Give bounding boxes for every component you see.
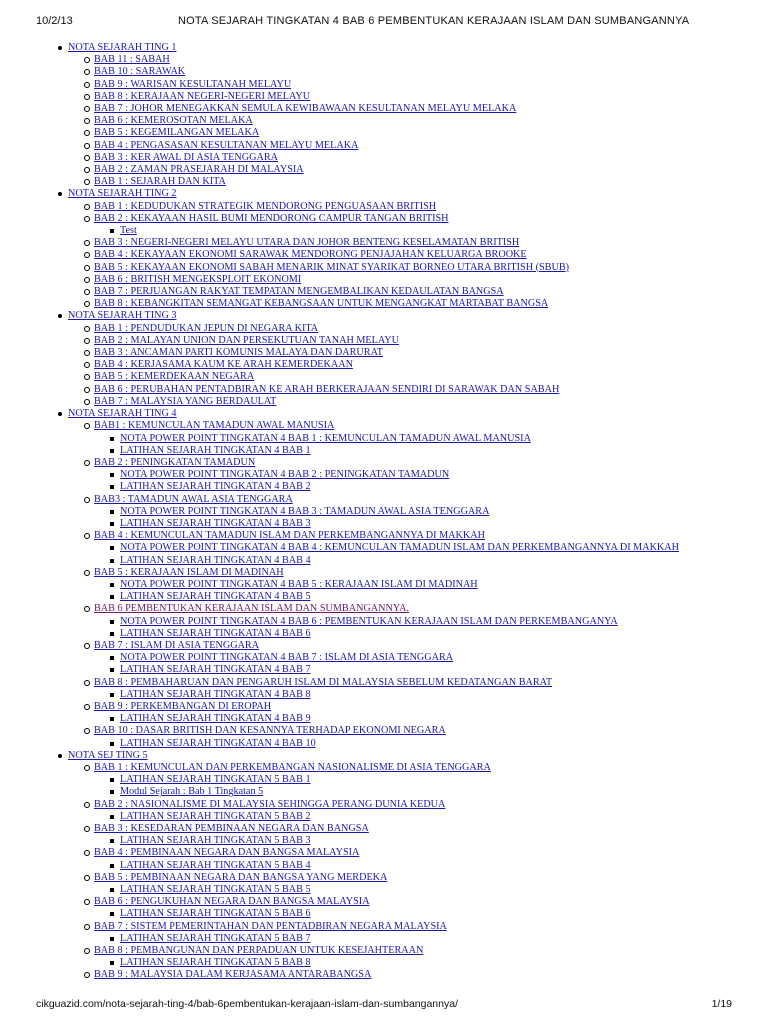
link[interactable]: BAB 2 : ZAMAN PRASEJARAH DI MALAYSIA xyxy=(94,164,304,176)
bullet-square-icon xyxy=(110,510,114,514)
submenu-item xyxy=(0,725,768,737)
submenu-item xyxy=(0,213,768,225)
subsubmenu-item xyxy=(0,652,768,664)
link[interactable]: BAB 7 : JOHOR MENEGAKKAN SEMULA KEWIBAWAAN KESULTANAN MELAYU MELAKA xyxy=(94,103,517,115)
link[interactable]: BAB 9 : WARISAN KESULTANAH MELAYU xyxy=(94,78,292,90)
submenu-item xyxy=(0,323,768,335)
bullet-circle-icon xyxy=(84,606,90,612)
bullet-circle-icon xyxy=(84,155,90,161)
link[interactable]: BAB 3 : ANCAMAN PARTI KOMUNIS MALAYA DAN DARURAT xyxy=(94,347,384,359)
bullet-circle-icon xyxy=(84,875,90,881)
bullet-square-icon xyxy=(110,437,114,441)
link[interactable]: NOTA SEJARAH TING 3 xyxy=(68,310,177,322)
subsubmenu-item xyxy=(0,860,768,872)
subsubmenu-item xyxy=(0,579,768,591)
submenu-item xyxy=(0,677,768,689)
bullet-square-icon xyxy=(110,485,114,489)
bullet-circle-icon xyxy=(84,350,90,356)
submenu-item xyxy=(0,66,768,78)
subsubmenu-item xyxy=(0,518,768,530)
subsubmenu-item xyxy=(0,433,768,445)
bullet-circle-icon xyxy=(84,362,90,368)
bullet-circle-icon xyxy=(84,972,90,978)
link[interactable]: LATIHAN SEJARAH TINGKATAN 4 BAB 9 xyxy=(120,713,311,725)
subsubmenu-item xyxy=(0,835,768,847)
subsubmenu-item xyxy=(0,555,768,567)
link[interactable]: LATIHAN SEJARAH TINGKATAN 4 BAB 2 xyxy=(120,481,311,493)
link[interactable]: BAB 7 : SISTEM PEMERINTAHAN DAN PENTADBIRAN NEGARA MALAYSIA xyxy=(94,920,447,932)
menu-item xyxy=(0,42,768,54)
link[interactable]: BAB 2 : NASIONALISME DI MALAYSIA SEHINGGA PERANG DUNIA KEDUA xyxy=(94,798,446,810)
link[interactable]: LATIHAN SEJARAH TINGKATAN 4 BAB 1 xyxy=(120,444,311,456)
link[interactable]: BAB 6 : BRITISH MENGEKSPLOIT EKONOMI xyxy=(94,273,302,285)
submenu-item xyxy=(0,371,768,383)
bullet-square-icon xyxy=(110,229,114,233)
link[interactable]: LATIHAN SEJARAH TINGKATAN 5 BAB 2 xyxy=(120,810,311,822)
link[interactable]: Modul Sejarah : Bab 1 Tingkatan 5 xyxy=(120,786,264,798)
bullet-square-icon xyxy=(110,559,114,563)
submenu-item xyxy=(0,152,768,164)
subsubmenu-item xyxy=(0,591,768,603)
submenu-item xyxy=(0,384,768,396)
bullet-circle-icon xyxy=(84,765,90,771)
page-number: 1/19 xyxy=(711,998,732,1010)
link[interactable]: BAB 3 : KER AWAL DI ASIA TENGGARA xyxy=(94,151,278,163)
bullet-circle-icon xyxy=(84,533,90,539)
link[interactable]: BAB 6 : PERUBAHAN PENTADBIRAN KE ARAH BERKERAJAAN SENDIRI DI SARAWAK DAN SABAH xyxy=(94,383,560,395)
bullet-circle-icon xyxy=(84,643,90,649)
bullet-circle-icon xyxy=(84,106,90,112)
submenu-item xyxy=(0,872,768,884)
submenu-item xyxy=(0,945,768,957)
bullet-square-icon xyxy=(110,937,114,941)
link[interactable]: BAB 9 : PERKEMBANGAN DI EROPAH xyxy=(94,700,272,712)
link[interactable]: BAB 7 : MALAYSIA YANG BERDAULAT xyxy=(94,395,277,407)
link[interactable]: BAB 4 : KERJASAMA KAUM KE ARAH KEMERDEKAAN xyxy=(94,359,353,371)
submenu-item xyxy=(0,54,768,66)
link[interactable]: BAB 10 : SARAWAK xyxy=(94,66,186,78)
subsubmenu-item xyxy=(0,664,768,676)
bullet-square-icon xyxy=(110,778,114,782)
link[interactable]: LATIHAN SEJARAH TINGKATAN 5 BAB 4 xyxy=(120,859,311,871)
print-url: cikguazid.com/nota-sejarah-ting-4/bab-6pembentukan-kerajaan-islam-dan-sumbangannya/ xyxy=(36,998,458,1010)
bullet-disc-icon xyxy=(58,314,62,318)
link[interactable]: BAB 2 : PENINGKATAN TAMADUN xyxy=(94,456,256,468)
link[interactable]: NOTA POWER POINT TINGKATAN 4 BAB 1 : KEMUNCULAN TAMADUN AWAL MANUSIA xyxy=(120,432,531,444)
bullet-circle-icon xyxy=(84,130,90,136)
link[interactable]: BAB3 : TAMADUN AWAL ASIA TENGGARA xyxy=(94,493,293,505)
link[interactable]: NOTA POWER POINT TINGKATAN 4 BAB 2 : PENINGKATAN TAMADUN xyxy=(120,469,450,481)
bullet-circle-icon xyxy=(84,826,90,832)
bullet-circle-icon xyxy=(84,338,90,344)
bullet-circle-icon xyxy=(84,497,90,503)
submenu-item xyxy=(0,969,768,981)
subsubmenu-item xyxy=(0,908,768,920)
link[interactable]: BAB 2 : MALAYAN UNION DAN PERSEKUTUAN TANAH MELAYU xyxy=(94,334,400,346)
print-date: 10/2/13 xyxy=(36,15,73,27)
bullet-disc-icon xyxy=(58,46,62,50)
link[interactable]: BAB 10 : DASAR BRITISH DAN KESANNYA TERHADAP EKONOMI NEGARA xyxy=(94,725,446,737)
bullet-circle-icon xyxy=(84,924,90,930)
bullet-circle-icon xyxy=(84,374,90,380)
submenu-item xyxy=(0,103,768,115)
bullet-circle-icon xyxy=(84,204,90,210)
bullet-square-icon xyxy=(110,839,114,843)
submenu-item xyxy=(0,262,768,274)
link[interactable]: NOTA SEJ TING 5 xyxy=(68,749,148,761)
link[interactable]: BAB 9 : MALAYSIA DALAM KERJASAMA ANTARABANGSA xyxy=(94,969,372,981)
subsubmenu-item xyxy=(0,469,768,481)
bullet-circle-icon xyxy=(84,399,90,405)
bullet-circle-icon xyxy=(84,899,90,905)
bullet-square-icon xyxy=(110,693,114,697)
bullet-circle-icon xyxy=(84,94,90,100)
bullet-circle-icon xyxy=(84,69,90,75)
link[interactable]: LATIHAN SEJARAH TINGKATAN 4 BAB 8 xyxy=(120,688,311,700)
link[interactable]: BAB 6 : KEMEROSOTAN MELAKA xyxy=(94,115,253,127)
bullet-square-icon xyxy=(110,473,114,477)
bullet-square-icon xyxy=(110,620,114,624)
link[interactable]: BAB 6 : PENGUKUHAN NEGARA DAN BANGSA MALAYSIA xyxy=(94,896,370,908)
link[interactable]: LATIHAN SEJARAH TINGKATAN 5 BAB 6 xyxy=(120,908,311,920)
link[interactable]: LATIHAN SEJARAH TINGKATAN 4 BAB 3 xyxy=(120,517,311,529)
bullet-square-icon xyxy=(110,815,114,819)
link[interactable]: BAB 5 : KEGEMILANGAN MELAKA xyxy=(94,127,260,139)
submenu-item xyxy=(0,335,768,347)
menu-item xyxy=(0,750,768,762)
link[interactable]: LATIHAN SEJARAH TINGKATAN 5 BAB 1 xyxy=(120,774,311,786)
bullet-circle-icon xyxy=(84,728,90,734)
submenu-item xyxy=(0,921,768,933)
subsubmenu-item xyxy=(0,506,768,518)
bullet-circle-icon xyxy=(84,423,90,429)
submenu-item xyxy=(0,420,768,432)
bullet-circle-icon xyxy=(84,326,90,332)
bullet-circle-icon xyxy=(84,57,90,63)
link[interactable]: BAB 7 : PERJUANGAN RAKYAT TEMPATAN MENGEMBALIKAN KEDAULATAN BANGSA xyxy=(94,286,504,298)
link[interactable]: NOTA POWER POINT TINGKATAN 4 BAB 6 : PEMBENTUKAN KERAJAAN ISLAM DAN PERKEMBANGANYA xyxy=(120,615,618,627)
link[interactable]: BAB 3 : NEGERI-NEGERI MELAYU UTARA DAN JOHOR BENTENG KESELAMATAN BRITISH xyxy=(94,237,520,249)
link[interactable]: BAB 5 : KEMERDEKAAN NEGARA xyxy=(94,371,255,383)
submenu-item xyxy=(0,79,768,91)
link[interactable]: LATIHAN SEJARAH TINGKATAN 5 BAB 5 xyxy=(120,884,311,896)
link[interactable]: BAB 8 : KEBANGKITAN SEMANGAT KEBANGSAAN UNTUK MENGANGKAT MARTABAT BANGSA xyxy=(94,298,549,310)
link[interactable]: BAB 1 : SEJARAH DAN KITA xyxy=(94,176,226,188)
submenu-item xyxy=(0,286,768,298)
bullet-square-icon xyxy=(110,961,114,965)
submenu-item xyxy=(0,201,768,213)
bullet-circle-icon xyxy=(84,704,90,710)
bullet-disc-icon xyxy=(58,754,62,758)
link[interactable]: LATIHAN SEJARAH TINGKATAN 4 BAB 10 xyxy=(120,737,316,749)
bullet-square-icon xyxy=(110,656,114,660)
submenu-item xyxy=(0,823,768,835)
link[interactable]: BAB 6 PEMBENTUKAN KERAJAAN ISLAM DAN SUMBANGANNYA. xyxy=(94,603,409,615)
menu-item xyxy=(0,408,768,420)
nav-tree xyxy=(0,42,768,982)
bullet-circle-icon xyxy=(84,277,90,283)
bullet-circle-icon xyxy=(84,948,90,954)
link[interactable]: NOTA SEJARAH TING 2 xyxy=(68,188,177,200)
submenu-item xyxy=(0,799,768,811)
menu-item xyxy=(0,310,768,322)
submenu-item xyxy=(0,457,768,469)
submenu-item xyxy=(0,603,768,615)
bullet-square-icon xyxy=(110,888,114,892)
submenu-item xyxy=(0,274,768,286)
bullet-square-icon xyxy=(110,583,114,587)
submenu-item xyxy=(0,396,768,408)
menu-item xyxy=(0,188,768,200)
bullet-circle-icon xyxy=(84,167,90,173)
link[interactable]: NOTA SEJARAH TING 1 xyxy=(68,42,177,53)
link[interactable]: BAB 4 : PENGASASAN KESULTANAN MELAYU MELAKA xyxy=(94,139,359,151)
submenu-item xyxy=(0,237,768,249)
bullet-circle-icon xyxy=(84,850,90,856)
link[interactable]: BAB 3 : KESEDARAN PEMBINAAN NEGARA DAN BANGSA xyxy=(94,823,369,834)
submenu-item xyxy=(0,567,768,579)
bullet-square-icon xyxy=(110,742,114,746)
subsubmenu-item xyxy=(0,542,768,554)
link[interactable]: BAB1 : KEMUNCULAN TAMADUN AWAL MANUSIA xyxy=(94,420,335,432)
link[interactable]: BAB 4 : KEKAYAAN EKONOMI SARAWAK MENDORONG PENJAJAHAN KELUARGA BROOKE xyxy=(94,249,527,261)
subsubmenu-item xyxy=(0,884,768,896)
subsubmenu-item xyxy=(0,713,768,725)
link[interactable]: BAB 8 : PEMBANGUNAN DAN PERPADUAN UNTUK KESEJAHTERAAN xyxy=(94,945,424,957)
bullet-circle-icon xyxy=(84,301,90,307)
bullet-circle-icon xyxy=(84,216,90,222)
bullet-circle-icon xyxy=(84,680,90,686)
link[interactable]: LATIHAN SEJARAH TINGKATAN 4 BAB 7 xyxy=(120,664,311,676)
submenu-item xyxy=(0,140,768,152)
subsubmenu-item xyxy=(0,628,768,640)
link[interactable]: LATIHAN SEJARAH TINGKATAN 4 BAB 4 xyxy=(120,554,311,566)
bullet-disc-icon xyxy=(58,412,62,416)
bullet-square-icon xyxy=(110,912,114,916)
link[interactable]: NOTA POWER POINT TINGKATAN 4 BAB 5 : KERAJAAN ISLAM DI MADINAH xyxy=(120,578,478,590)
link[interactable]: BAB 1 : KEDUDUKAN STRATEGIK MENDORONG PENGUASAAN BRITISH xyxy=(94,200,437,212)
submenu-item xyxy=(0,530,768,542)
link[interactable]: LATIHAN SEJARAH TINGKATAN 4 BAB 6 xyxy=(120,627,311,639)
submenu-item xyxy=(0,298,768,310)
link[interactable]: BAB 8 : PEMBAHARUAN DAN PENGARUH ISLAM DI MALAYSIA SEBELUM KEDATANGAN BARAT xyxy=(94,676,553,688)
bullet-square-icon xyxy=(110,546,114,550)
subsubmenu-item xyxy=(0,774,768,786)
link[interactable]: NOTA POWER POINT TINGKATAN 4 BAB 7 : ISLAM DI ASIA TENGGARA xyxy=(120,652,454,664)
submenu-item xyxy=(0,847,768,859)
link[interactable]: BAB 5 : KERAJAAN ISLAM DI MADINAH xyxy=(94,566,284,578)
link[interactable]: BAB 7 : ISLAM DI ASIA TENGGARA xyxy=(94,639,260,651)
bullet-circle-icon xyxy=(84,82,90,88)
submenu-item xyxy=(0,494,768,506)
link[interactable]: LATIHAN SEJARAH TINGKATAN 5 BAB 7 xyxy=(120,932,311,944)
bullet-square-icon xyxy=(110,668,114,672)
bullet-circle-icon xyxy=(84,289,90,295)
bullet-square-icon xyxy=(110,717,114,721)
submenu-item xyxy=(0,701,768,713)
bullet-circle-icon xyxy=(84,118,90,124)
submenu-item xyxy=(0,91,768,103)
submenu-item xyxy=(0,762,768,774)
link[interactable]: NOTA POWER POINT TINGKATAN 4 BAB 3 : TAMADUN AWAL ASIA TENGGARA xyxy=(120,505,490,517)
subsubmenu-item xyxy=(0,225,768,237)
link[interactable]: LATIHAN SEJARAH TINGKATAN 5 BAB 8 xyxy=(120,957,311,969)
bullet-circle-icon xyxy=(84,240,90,246)
link[interactable]: BAB 1 : KEMUNCULAN DAN PERKEMBANGAN NASIONALISME DI ASIA TENGGARA xyxy=(94,761,491,773)
submenu-item xyxy=(0,896,768,908)
bullet-square-icon xyxy=(110,632,114,636)
link[interactable]: BAB 4 : PEMBINAAN NEGARA DAN BANGSA MALAYSIA xyxy=(94,847,360,859)
print-title: NOTA SEJARAH TINGKATAN 4 BAB 6 PEMBENTUKAN KERAJAAN ISLAM DAN SUMBANGANNYA xyxy=(178,15,690,27)
link[interactable]: BAB 8 : KERAJAAN NEGERI-NEGERI MELAYU xyxy=(94,90,311,102)
subsubmenu-item xyxy=(0,957,768,969)
link[interactable]: BAB 5 : PEMBINAAN NEGARA DAN BANGSA YANG MERDEKA xyxy=(94,871,388,883)
link[interactable]: Test xyxy=(120,225,137,237)
bullet-square-icon xyxy=(110,790,114,794)
subsubmenu-item xyxy=(0,481,768,493)
print-header xyxy=(36,15,732,29)
link[interactable]: NOTA POWER POINT TINGKATAN 4 BAB 4 : KEMUNCULAN TAMADUN ISLAM DAN PERKEMBANGANNYA DI MAKKAH xyxy=(120,542,680,554)
submenu-item xyxy=(0,347,768,359)
subsubmenu-item xyxy=(0,738,768,750)
subsubmenu-item xyxy=(0,689,768,701)
submenu-item xyxy=(0,115,768,127)
submenu-item xyxy=(0,127,768,139)
subsubmenu-item xyxy=(0,933,768,945)
link[interactable]: BAB 1 : PENDUDUKAN JEPUN DI NEGARA KITA xyxy=(94,322,319,334)
submenu-item xyxy=(0,640,768,652)
submenu-item xyxy=(0,176,768,188)
bullet-square-icon xyxy=(110,864,114,868)
link[interactable]: BAB 5 : KEKAYAAN EKONOMI SABAH MENARIK MINAT SYARIKAT BORNEO UTARA BRITISH (SBUB) xyxy=(94,261,570,273)
bullet-circle-icon xyxy=(84,179,90,185)
link[interactable]: NOTA SEJARAH TING 4 xyxy=(68,408,177,420)
link[interactable]: LATIHAN SEJARAH TINGKATAN 4 BAB 5 xyxy=(120,591,311,603)
bullet-circle-icon xyxy=(84,387,90,393)
submenu-item xyxy=(0,164,768,176)
bullet-circle-icon xyxy=(84,570,90,576)
subsubmenu-item xyxy=(0,786,768,798)
subsubmenu-item xyxy=(0,445,768,457)
bullet-circle-icon xyxy=(84,252,90,258)
bullet-disc-icon xyxy=(58,192,62,196)
subsubmenu-item xyxy=(0,811,768,823)
submenu-item xyxy=(0,249,768,261)
bullet-square-icon xyxy=(110,595,114,599)
subsubmenu-item xyxy=(0,616,768,628)
link[interactable]: BAB 4 : KEMUNCULAN TAMADUN ISLAM DAN PERKEMBANGANNYA DI MAKKAH xyxy=(94,530,485,542)
bullet-circle-icon xyxy=(84,143,90,149)
link[interactable]: LATIHAN SEJARAH TINGKATAN 5 BAB 3 xyxy=(120,835,311,847)
link[interactable]: BAB 2 : KEKAYAAN HASIL BUMI MENDORONG CAMPUR TANGAN BRITISH xyxy=(94,212,449,224)
print-footer xyxy=(36,998,732,1012)
submenu-item xyxy=(0,359,768,371)
bullet-square-icon xyxy=(110,522,114,526)
bullet-circle-icon xyxy=(84,460,90,466)
link[interactable]: BAB 11 : SABAH xyxy=(94,54,170,66)
bullet-square-icon xyxy=(110,449,114,453)
bullet-circle-icon xyxy=(84,265,90,271)
bullet-circle-icon xyxy=(84,802,90,808)
